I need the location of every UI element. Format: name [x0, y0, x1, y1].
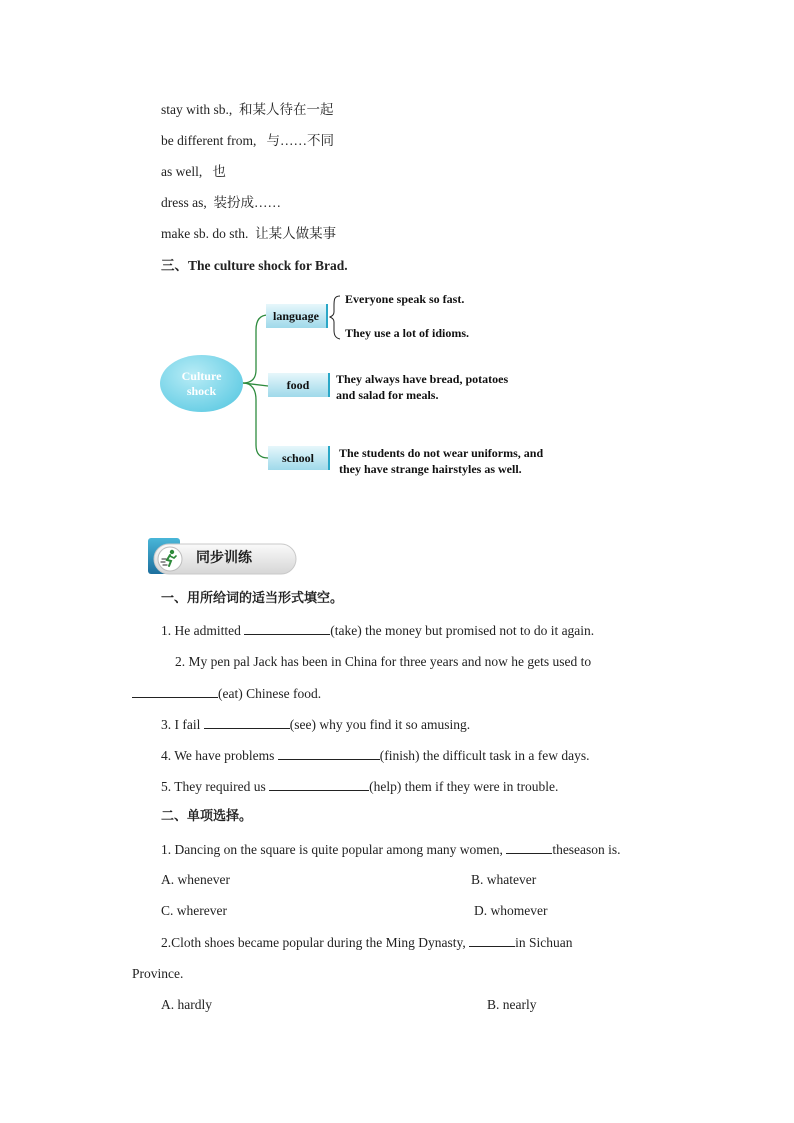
question-text-end: in Sichuan — [515, 935, 573, 950]
runner-icon — [158, 547, 182, 571]
section-number: 三、 — [161, 258, 188, 273]
part1-question-5 — [161, 777, 558, 796]
option-b[interactable]: B. nearly — [487, 997, 537, 1012]
question-text-end: theseason is. — [552, 842, 621, 857]
part1-question-3 — [161, 715, 470, 734]
option-b[interactable]: B. whatever — [471, 872, 537, 887]
branch-school-line-2: they have strange hairstyles as well. — [339, 462, 522, 476]
question-text: 2.Cloth shoes became popular during the Ming Dynasty, — [161, 935, 470, 950]
answer-blank[interactable] — [506, 840, 552, 854]
center-line-1: Culture — [181, 368, 222, 383]
part1-question-4 — [161, 746, 589, 765]
branch-school-line-1: The students do not wear uniforms, and — [339, 446, 544, 460]
phrase-en: be different from, — [161, 133, 257, 148]
phrase-zh: 装扮成…… — [213, 195, 281, 210]
question-text: 2. My pen pal Jack has been in China for three years and now he gets used to — [175, 654, 592, 669]
branch-school-box: school — [268, 446, 330, 470]
phrase-zh: 让某人做某事 — [255, 226, 337, 241]
question-text: 1. He admitted — [161, 623, 245, 638]
mindmap-center-node — [160, 355, 243, 412]
question-text: 1. Dancing on the square is quite popular among many women, — [161, 842, 507, 857]
phrase-zh: 与……不同 — [266, 133, 334, 148]
option-a[interactable]: A. whenever — [161, 872, 230, 887]
option-a[interactable]: A. hardly — [161, 997, 212, 1012]
phrase-en: make sb. do sth. — [161, 226, 249, 241]
answer-blank[interactable] — [278, 746, 380, 760]
phrase-en: dress as, — [161, 195, 207, 210]
question-text: 3. I fail — [161, 717, 204, 732]
phrase-en: as well, — [161, 164, 203, 179]
question-hint: (finish) the difficult task in a few days. — [379, 748, 590, 763]
answer-blank[interactable] — [132, 684, 218, 698]
part2-question-1 — [161, 840, 621, 859]
part2-question-2 — [161, 933, 572, 952]
question-hint: (take) the money but promised not to do it again. — [330, 623, 595, 638]
phrase-en: stay with sb., — [161, 102, 233, 117]
answer-blank[interactable] — [244, 621, 330, 635]
part2-question-2-cont: Province. — [132, 966, 184, 981]
branch-food-line-1: They always have bread, potatoes — [336, 372, 509, 386]
center-line-2: shock — [186, 383, 217, 398]
practice-banner — [148, 537, 298, 577]
part1-question-2 — [175, 653, 591, 671]
answer-blank[interactable] — [204, 715, 290, 729]
question-hint: (eat) Chinese food. — [218, 686, 322, 701]
branch-language-item-2: They use a lot of idioms. — [345, 326, 470, 340]
branch-language-item-1: Everyone speak so fast. — [345, 292, 465, 306]
part1-question-1 — [161, 621, 594, 640]
question-hint: (help) them if they were in trouble. — [369, 779, 559, 794]
branch-food-line-2: and salad for meals. — [336, 388, 439, 402]
branch-language-box: language — [266, 304, 328, 328]
part-1-title: 一、用所给词的适当形式填空。 — [161, 591, 344, 606]
phrase-zh: 也 — [212, 164, 226, 179]
option-d[interactable]: D. whomever — [474, 903, 548, 918]
phrase-zh: 和某人待在一起 — [239, 102, 334, 117]
part-2-title: 二、单项选择。 — [161, 809, 253, 824]
answer-blank[interactable] — [269, 777, 369, 791]
question-text: 4. We have problems — [161, 748, 278, 763]
answer-blank[interactable] — [469, 933, 515, 947]
branch-food-box: food — [268, 373, 330, 397]
section-title: The culture shock for Brad. — [188, 258, 348, 273]
question-text: 5. They required us — [161, 779, 270, 794]
banner-title: 同步训练 — [196, 550, 252, 566]
question-hint: (see) why you find it so amusing. — [289, 717, 471, 732]
part1-question-2-cont — [132, 684, 321, 703]
option-c[interactable]: C. wherever — [161, 903, 227, 918]
